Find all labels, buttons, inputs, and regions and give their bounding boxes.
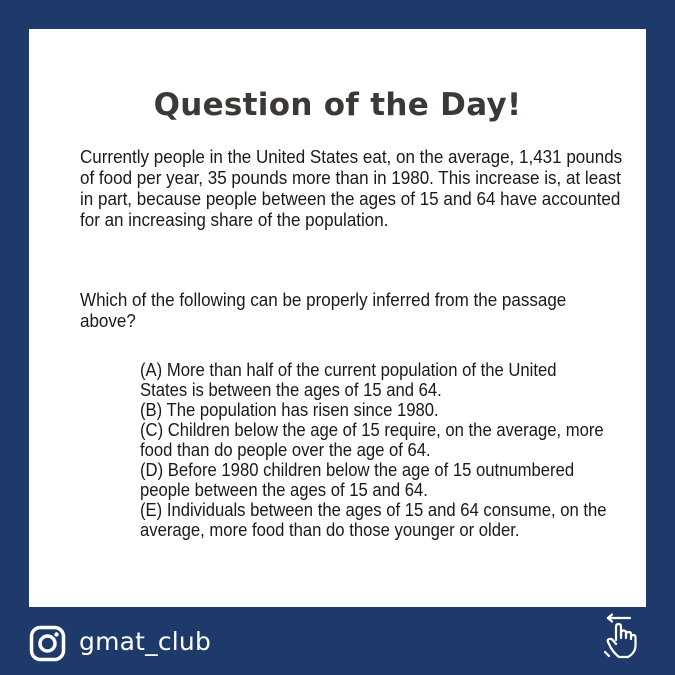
passage-text: Currently people in the United States eat, on the average, 1,431 pounds of food per year, 35 pounds more than in 1980. This increase is, at least in part, because people between the ages of 15 and 64 have accounted for an increasing share of the population. (80, 146, 623, 230)
answer-option-b: (B) The population has risen since 1980. (140, 399, 439, 420)
instagram-icon[interactable] (29, 625, 66, 662)
question-card (29, 29, 646, 607)
answer-options (140, 360, 608, 540)
question-text: Which of the following can be properly inferred from the passage above? (80, 289, 567, 331)
answer-option-c: (C) Children below the age of 15 require, on the average, more food than do people over the age of 64. (140, 419, 604, 460)
answer-option-e: (E) Individuals between the ages of 15 and 64 consume, on the average, more food than do those younger or older. (140, 499, 607, 540)
page-title: Question of the Day! (153, 87, 522, 123)
swipe-hand-icon (600, 612, 644, 660)
answer-option-d: (D) Before 1980 children below the age of 15 outnumbered people between the ages of 15 and 64. (140, 459, 575, 500)
answer-option-a: (A) More than half of the current population of the United States is between the ages of 15 and 64. (140, 359, 557, 400)
social-handle[interactable]: gmat_club (79, 627, 212, 656)
